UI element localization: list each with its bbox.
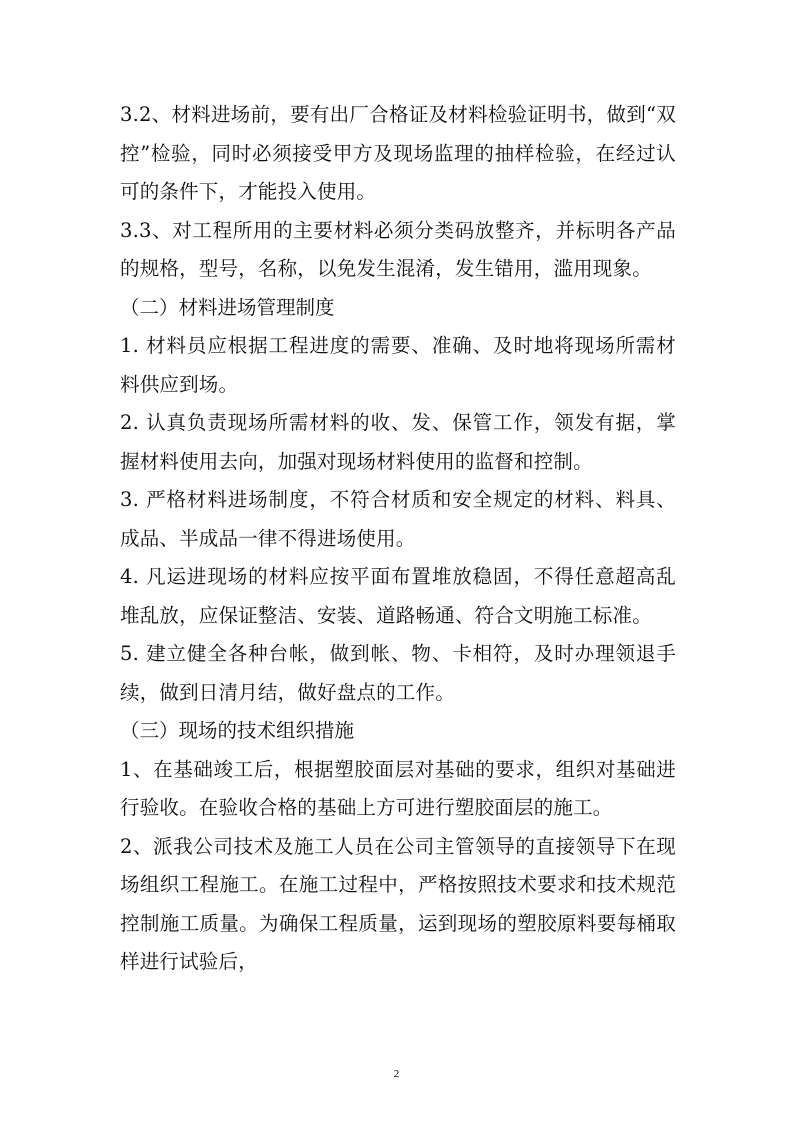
document-body bbox=[120, 96, 676, 982]
list-item-1: 1. 材料员应根据工程进度的需要、准确、及时地将现场所需材料供应到场。 bbox=[120, 334, 676, 396]
list-item-2: 2. 认真负责现场所需材料的收、发、保管工作，领发有据，掌握材料使用去向，加强对现场材料使用的监督和控制。 bbox=[120, 411, 676, 473]
paragraph-3-3: 3.3、对工程所用的主要材料必须分类码放整齐，并标明各产品的规格，型号，名称，以免发生混淆，发生错用，滥用现象。 bbox=[120, 218, 676, 280]
list-item-3: 3. 严格材料进场制度，不符合材质和安全规定的材料、料具、成品、半成品一律不得进场使用。 bbox=[120, 488, 676, 550]
section-heading-technical-measures: （三）现场的技术组织措施 bbox=[120, 719, 355, 742]
list-item-4: 4. 凡运进现场的材料应按平面布置堆放稳固，不得任意超高乱堆乱放，应保证整洁、安装、道路畅通、符合文明施工标准。 bbox=[120, 565, 676, 627]
section-heading-material-entry: （二）材料进场管理制度 bbox=[120, 295, 335, 319]
list-item-5: 5. 建立健全各种台帐，做到帐、物、卡相符，及时办理领退手续，做到日清月结，做好盘点的工作。 bbox=[120, 642, 676, 704]
measure-item-2: 2、派我公司技术及施工人员在公司主管领导的直接领导下在现场组织工程施工。在施工过程中，严格按照技术要求和技术规范控制施工质量。为确保工程质量，运到现场的塑胶原料要每桶取样进行试验后， bbox=[120, 834, 676, 973]
paragraph-3-2: 3.2、材料进场前，要有出厂合格证及材料检验证明书，做到“双控”检验，同时必须接受甲方及现场监理的抽样检验，在经过认可的条件下，才能投入使用。 bbox=[120, 103, 676, 203]
measure-item-1: 1、在基础竣工后，根据塑胶面层对基础的要求，组织对基础进行验收。在验收合格的基础上方可进行塑胶面层的施工。 bbox=[120, 757, 676, 819]
page-number: 2 bbox=[393, 1068, 400, 1080]
